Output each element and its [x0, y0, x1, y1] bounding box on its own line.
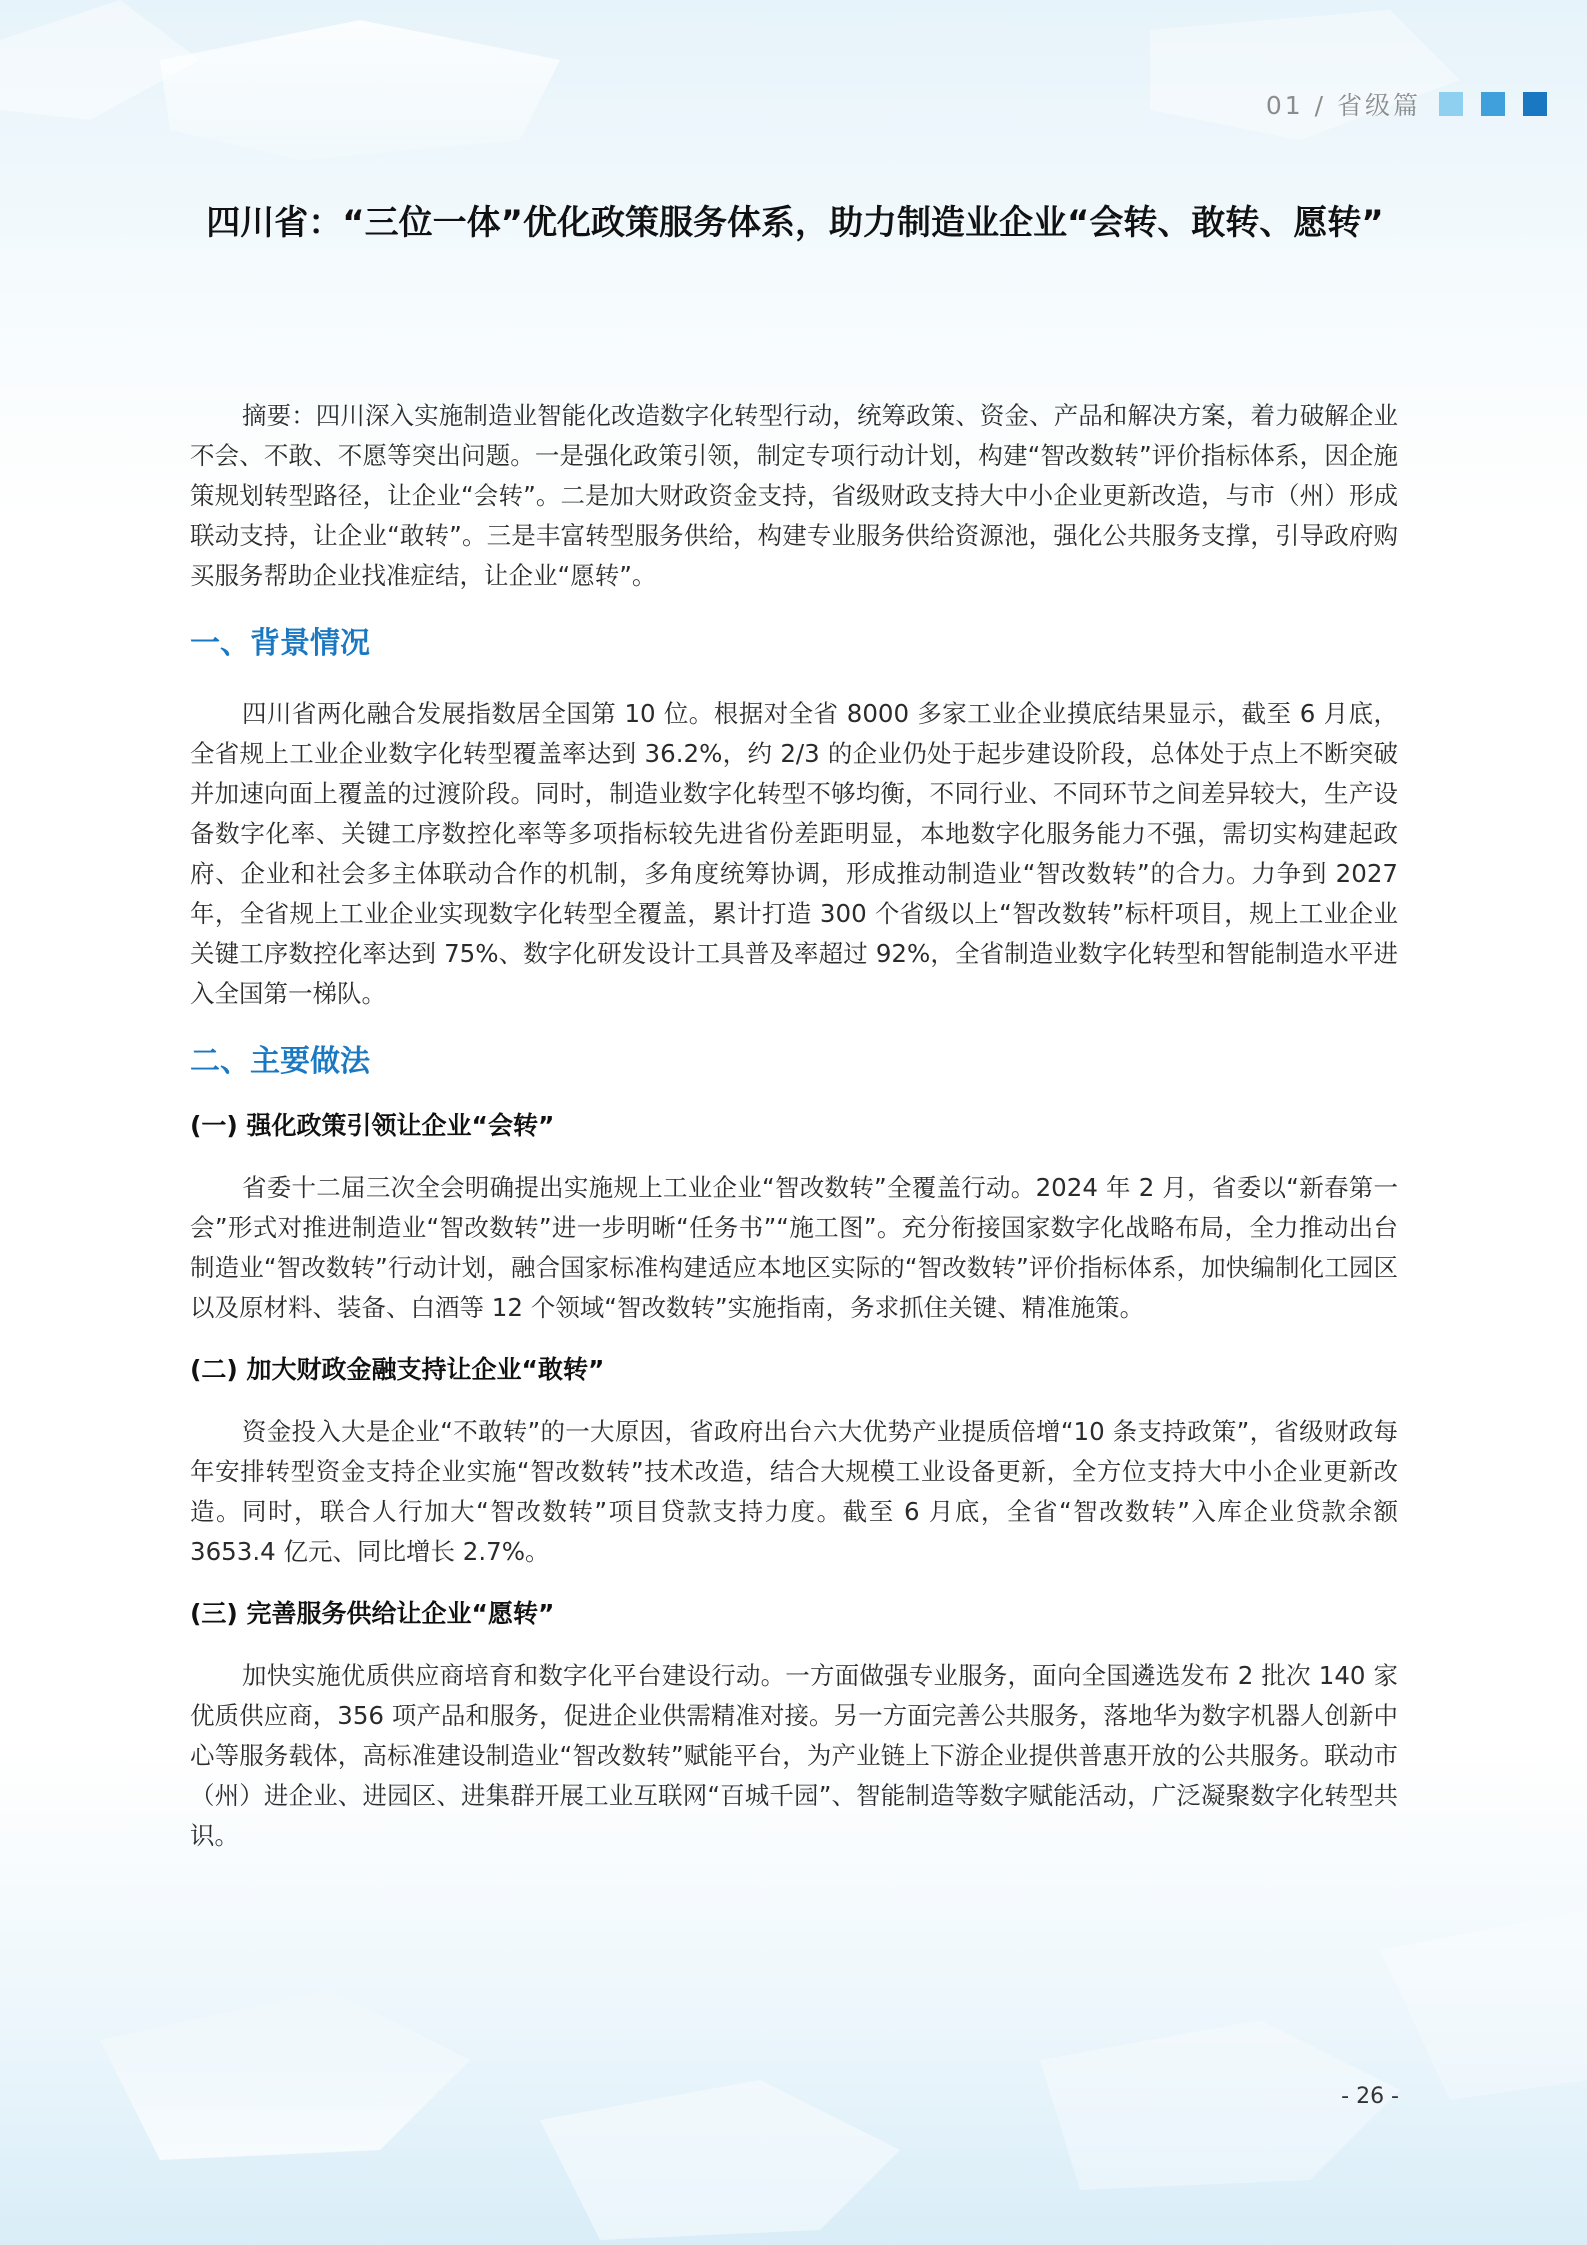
background-paragraph: 四川省两化融合发展指数居全国第 10 位。根据对全省 8000 多家工业企业摸底结果显示，截至 6 月底，全省规上工业企业数字化转型覆盖率达到 36.2%，约 2/3 的企业仍处于起步建设阶段，总体处于点上不断突破并加速向面上覆盖的过渡阶段。同时，制造业数字化转型不够均衡，不同行业、不同环节之间差异较大，生产设备数字化率、关键工序数控化率等多项指标较先进省份差距明显，本地数字化服务能力不强，需切实构建起政府、企业和社会多主体联动合作的机制，多角度统筹协调，形成推动制造业“智改数转”的合力。力争到 2027 年，全省规上工业企业实现数字化转型全覆盖，累计打造 300 个省级以上“智改数转”标杆项目，规上工业企业关键工序数控化率达到 75%、数字化研发设计工具普及率超过 92%，全省制造业数字化转型和智能制造水平进入全国第一梯队。	[190, 699, 1398, 1008]
section-tag	[1266, 86, 1547, 122]
square-icon	[1481, 92, 1505, 116]
subsection-heading-policy: (一) 强化政策引领让企业“会转”	[190, 1111, 555, 1140]
square-icon	[1523, 92, 1547, 116]
article-body	[190, 396, 1398, 1856]
section-heading-background: 一、背景情况	[190, 626, 370, 661]
subsection-heading-service: (三) 完善服务供给让企业“愿转”	[190, 1599, 555, 1628]
section-tag-label: 01 / 省级篇	[1265, 91, 1421, 120]
section-heading-practices: 二、主要做法	[190, 1044, 370, 1079]
finance-paragraph: 资金投入大是企业“不敢转”的一大原因，省政府出台六大优势产业提质倍增“10 条支持政策”，省级财政每年安排转型资金支持企业实施“智改数转”技术改造，结合大规模工业设备更新，全方位支持大中小企业更新改造。同时，联合人行加大“智改数转”项目贷款支持力度。截至 6 月底，全省“智改数转”入库企业贷款余额 3653.4 亿元、同比增长 2.7%。	[190, 1417, 1398, 1566]
page-number: - 26 -	[1341, 2084, 1399, 2109]
service-paragraph: 加快实施优质供应商培育和数字化平台建设行动。一方面做强专业服务，面向全国遴选发布 2 批次 140 家优质供应商，356 项产品和服务，促进企业供需精准对接。另一方面完善公共服务，落地华为数字机器人创新中心等服务载体，高标准建设制造业“智改数转”赋能平台，为产业链上下游企业提供普惠开放的公共服务。联动市（州）进企业、进园区、进集群开展工业互联网“百城千园”、智能制造等数字赋能活动，广泛凝聚数字化转型共识。	[190, 1661, 1398, 1850]
policy-paragraph: 省委十二届三次全会明确提出实施规上工业企业“智改数转”全覆盖行动。2024 年 2 月，省委以“新春第一会”形式对推进制造业“智改数转”进一步明晰“任务书”“施工图”。充分衔接国家数字化战略布局，全力推动出台制造业“智改数转”行动计划，融合国家标准构建适应本地区实际的“智改数转”评价指标体系，加快编制化工园区以及原材料、装备、白酒等 12 个领域“智改数转”实施指南，务求抓住关键、精准施策。	[190, 1173, 1398, 1322]
square-icon	[1439, 92, 1463, 116]
abstract-paragraph: 摘要：四川深入实施制造业智能化改造数字化转型行动，统筹政策、资金、产品和解决方案，着力破解企业不会、不敢、不愿等突出问题。一是强化政策引领，制定专项行动计划，构建“智改数转”评价指标体系，因企施策规划转型路径，让企业“会转”。二是加大财政资金支持，省级财政支持大中小企业更新改造，与市（州）形成联动支持，让企业“敢转”。三是丰富转型服务供给，构建专业服务供给资源池，强化公共服务支撑，引导政府购买服务帮助企业找准症结，让企业“愿转”。	[190, 401, 1398, 590]
page-title: 四川省：“三位一体”优化政策服务体系，助力制造业企业“会转、敢转、愿转”	[206, 203, 1384, 243]
subsection-heading-finance: (二) 加大财政金融支持让企业“敢转”	[190, 1355, 605, 1384]
